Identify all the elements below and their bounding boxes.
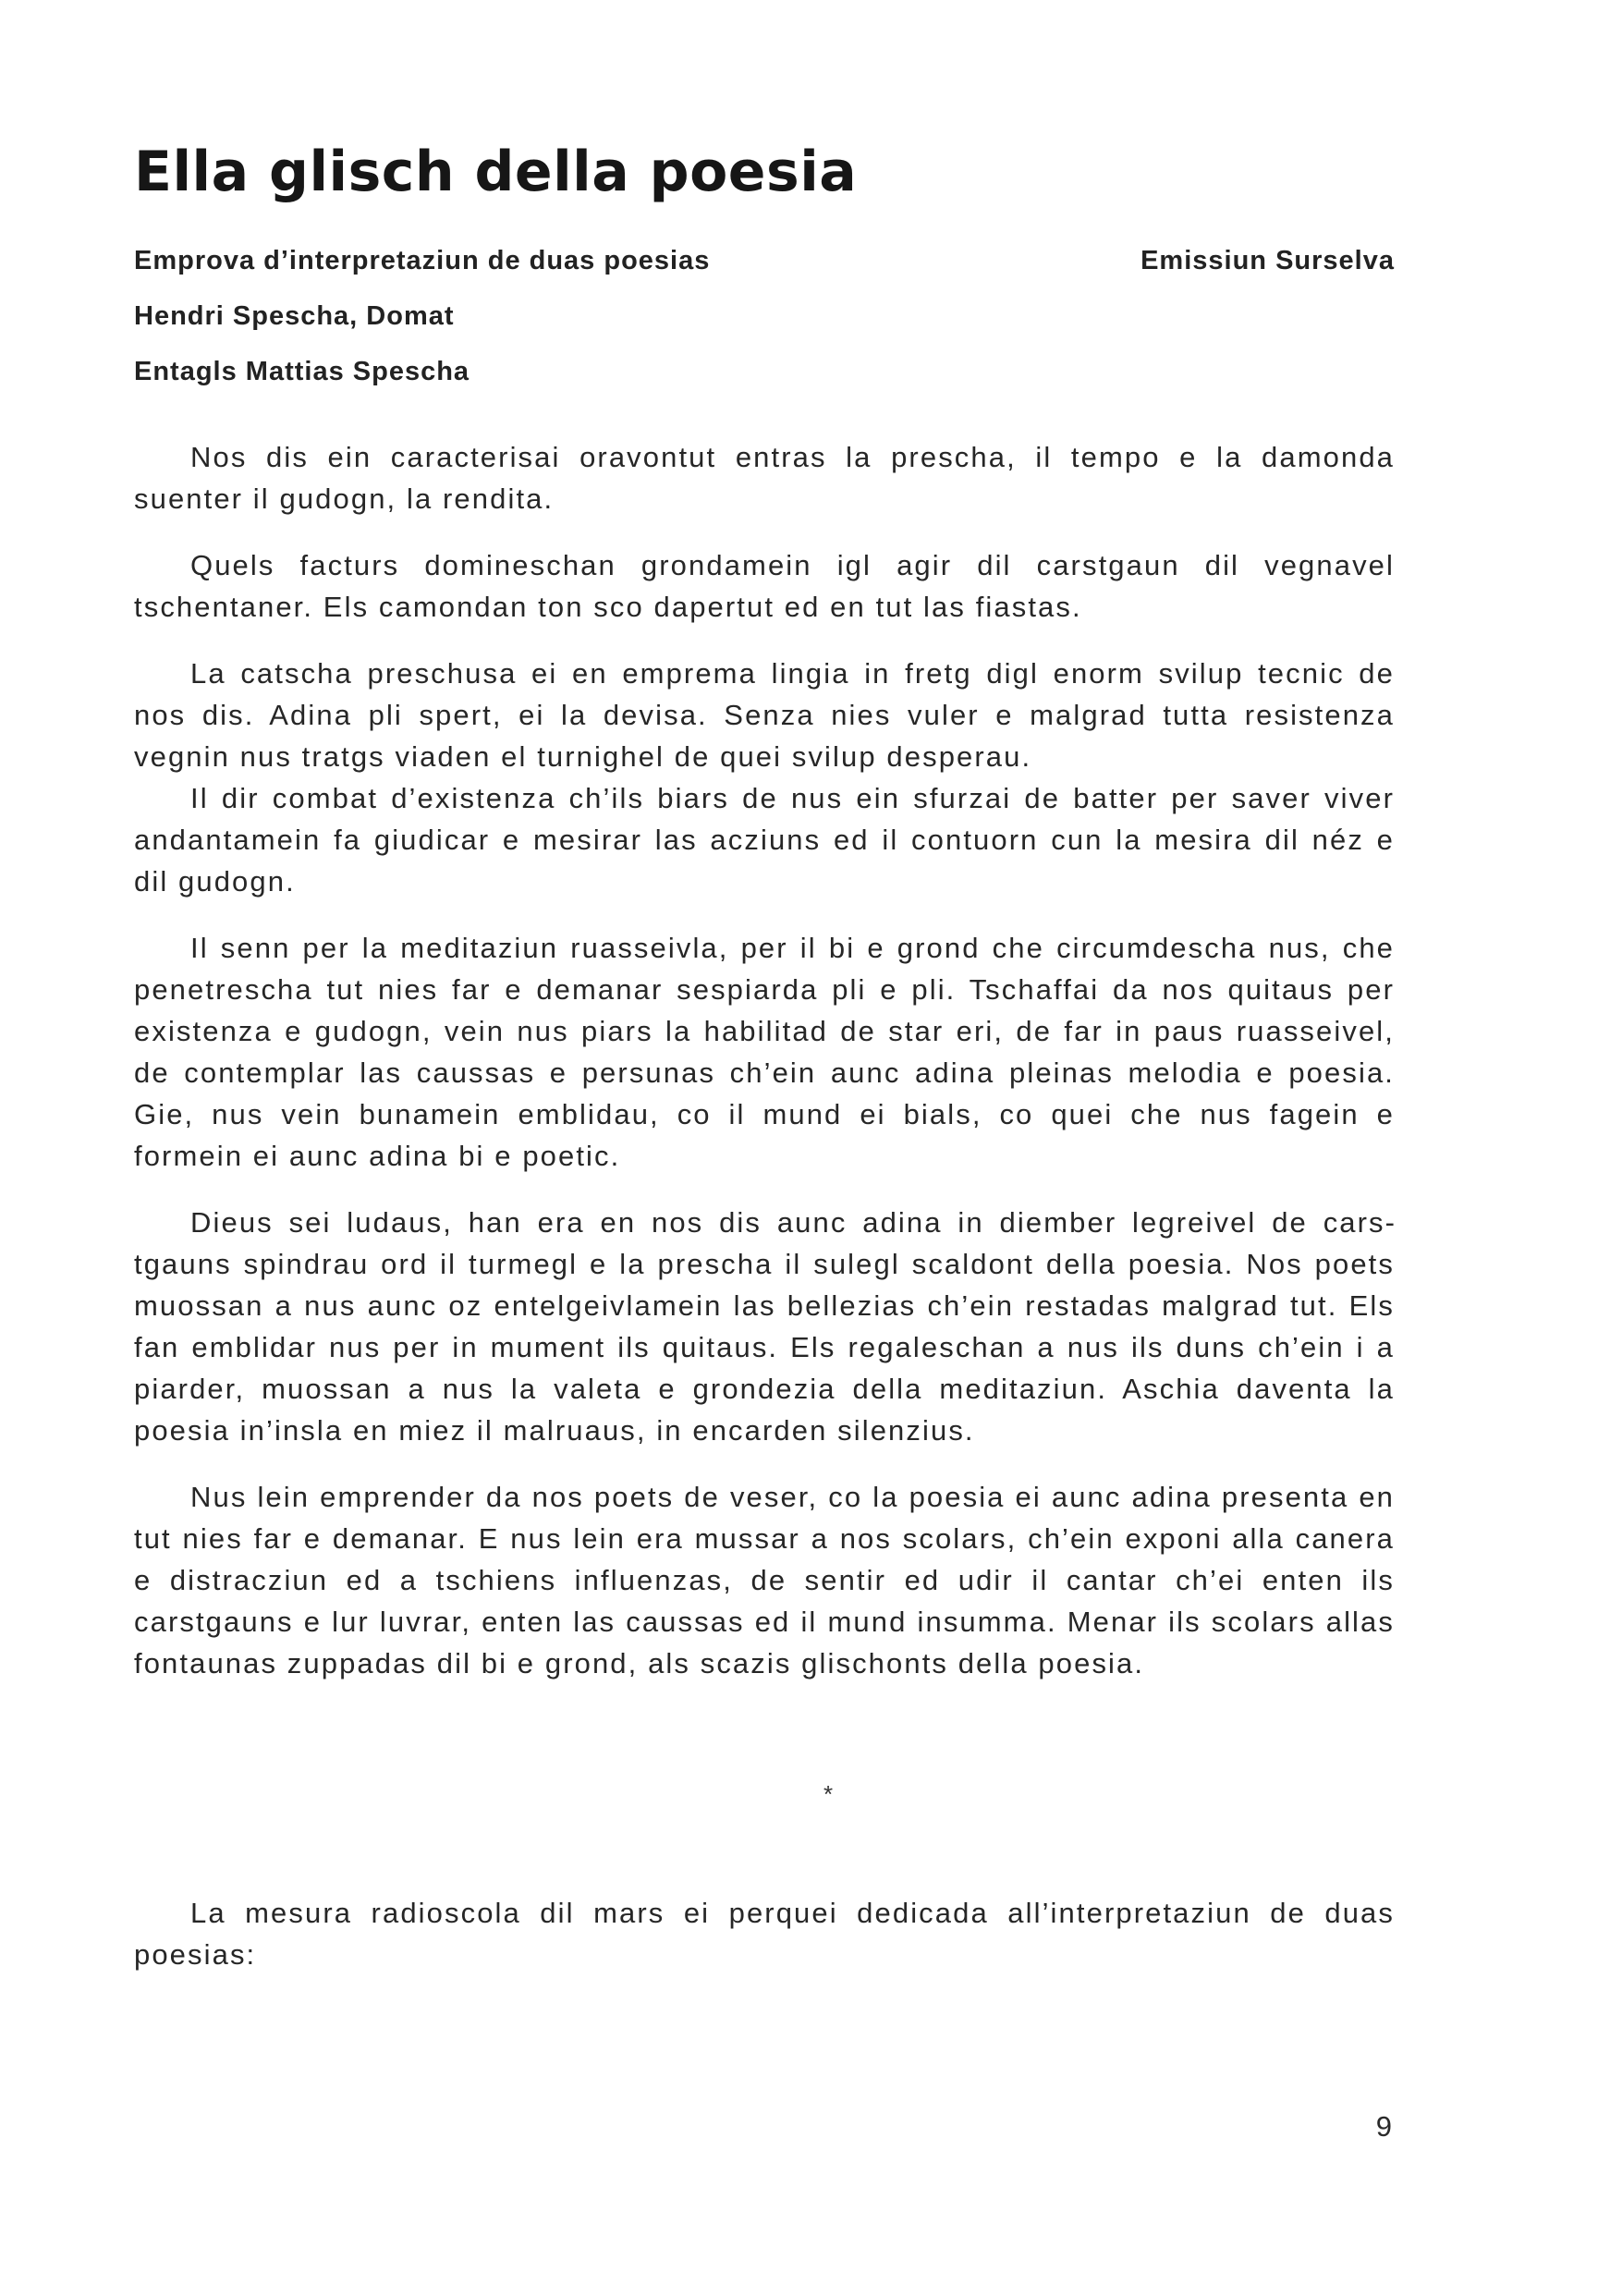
paragraph-4: Il dir combat d’existenza ch’ils biars de nus ein sfurzai de batter per saver viver andantamein fa giudicar e mesirar las acziuns ed il contuorn cun la mesira dil néz e dil gudogn. xyxy=(134,782,1395,898)
page-number: 9 xyxy=(1375,2110,1392,2143)
closing-section xyxy=(134,1892,1395,1975)
program-label: Emissiun Surselva xyxy=(1140,246,1395,275)
article-subtitle: Emprova d’interpretaziun de duas poesias xyxy=(134,246,711,275)
closing-paragraph: La mesura radioscola dil mars ei perquei dedicada all’interpretaziun de duas poesias: xyxy=(134,1897,1395,1971)
paragraph-1: Nos dis ein caracterisai oravontut entras la prescha, il tempo e la damonda suenter il gudogn, la rendita. xyxy=(134,441,1395,515)
section-separator: * xyxy=(823,1780,834,1808)
author-line: Hendri Spescha, Domat xyxy=(134,301,455,331)
paragraph-7: Nus lein emprender da nos poets de veser, co la poesia ei aunc adina presenta en tut nies far e demanar. E nus lein era mussar a nos scolars, ch’ein exponi alla canera e distracziun ed a tschiens influenzas, de sentir ed udir il cantar ch’ei enten ils carstgauns e lur luvrar, enten las caussas ed il mund insumma. Menar ils scolars allas fontaunas zuppadas dil bi e grond, als scazis glischonts della poesia. xyxy=(134,1481,1395,1679)
paragraph-5: Il senn per la meditaziun ruasseivla, per il bi e grond che circumdescha nus, che penetrescha tut nies far e demanar sespiarda pli e pli. Tschaffai da nos quitaus per existenza e gudogn, vein nus piars la habilitad de star eri, de far in paus ruasseivel, de contemplar las caussas e persunas ch’ein aunc adina pleinas melodia e poesia. Gie, nus vein bunamein emblidau, co il mund ei bials, co quei che nus fagein e formein ei aunc adina bi e poetic. xyxy=(134,932,1395,1172)
paragraph-6: Dieus sei ludaus, han era en nos dis aunc adina in diember legreivel de carstgauns spindrau ord il turmegl e la prescha il sulegl scaldont della poesia. Nos poets muossan a nus aunc oz entelgeivlamein las bellezias ch’ein restadas malgrad tut. Els fan emblidar nus per in mument ils quitaus. Els regaleschan a nus ils duns ch’ein i a piarder, muossan a nus la valeta e grondezia della meditaziun. Aschia daventa la poesia in’insla en miez il malruaus, in encarden silenzius. xyxy=(134,1206,1395,1447)
article-title: Ella glisch della poesia xyxy=(134,140,858,204)
paragraph-2: Quels facturs domineschan grondamein igl agir dil carstgaun dil vegnavel tschentaner. Els camondan ton sco dapertut ed en tut las fiastas. xyxy=(134,549,1395,623)
article-body xyxy=(134,436,1395,1684)
paragraph-3: La catscha preschusa ei en emprema lingia in fretg digl enorm svilup tecnic de nos dis. Adina pli spert, ei la devisa. Senza nies vuler e malgrad tutta resistenza vegnin nus tratgs viaden el turnighel de quei svilup desperau. xyxy=(134,657,1395,773)
excerpts-line: Entagls Mattias Spescha xyxy=(134,357,470,386)
